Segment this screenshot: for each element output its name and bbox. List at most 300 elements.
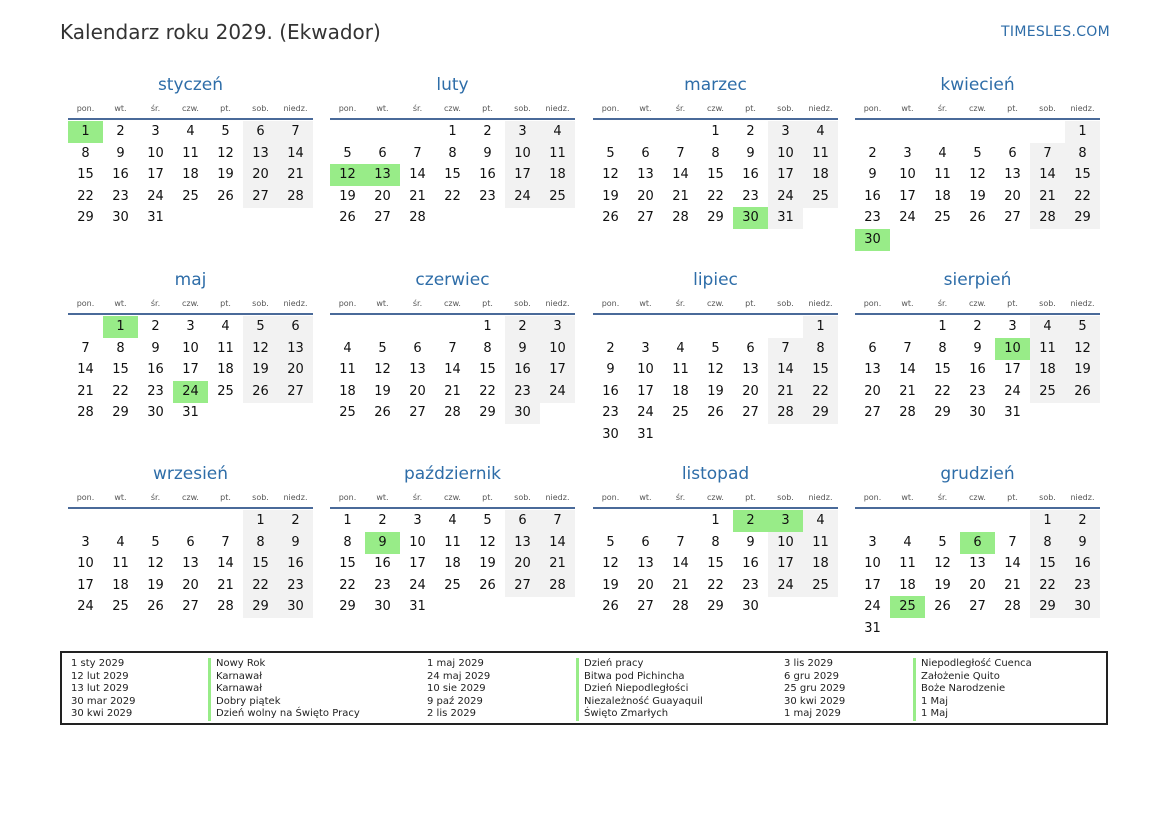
day-cell: 6 [186, 534, 195, 550]
weekday-label: czw. [444, 104, 461, 113]
day-cell: 23 [602, 405, 619, 421]
day-cell: 20 [182, 577, 199, 593]
day-cell: 16 [742, 167, 759, 183]
day-cell: 23 [112, 188, 129, 204]
weekday-header [855, 297, 1100, 315]
day-cell: 30 [147, 405, 164, 421]
weekday-label: sob. [1039, 104, 1056, 113]
day-cell: 14 [672, 556, 689, 572]
day-cell: 10 [637, 362, 654, 378]
holiday-date: 13 lut 2029 [71, 683, 129, 694]
weekday-label: sob. [252, 299, 269, 308]
holiday-list [60, 651, 1108, 725]
weekday-label: pt. [220, 493, 231, 502]
day-cell: 21 [768, 381, 803, 403]
weekday-header [330, 491, 575, 509]
holiday-day-cell: 1 [103, 316, 138, 338]
day-cell: 2 [116, 124, 125, 139]
months-grid [68, 74, 1102, 654]
day-cell: 15 [707, 167, 724, 183]
day-cell: 24 [637, 405, 654, 421]
day-cell: 10 [768, 532, 803, 554]
holiday-names-column [208, 658, 360, 721]
day-cell: 16 [742, 556, 759, 572]
day-cell: 17 [899, 188, 916, 204]
holiday-day-cell: 3 [768, 510, 803, 532]
day-cell: 12 [243, 338, 278, 360]
day-cell: 4 [938, 145, 947, 161]
weekday-header [855, 491, 1100, 509]
day-cell: 19 [1065, 359, 1100, 381]
day-cell: 30 [602, 427, 619, 442]
day-cell: 1 [448, 124, 457, 139]
day-cell: 25 [803, 575, 838, 597]
day-cell: 23 [742, 188, 759, 204]
day-cell: 23 [479, 188, 496, 204]
day-cell: 29 [934, 405, 951, 421]
holiday-date: 1 maj 2029 [427, 658, 484, 669]
day-cell: 4 [540, 121, 575, 143]
day-cell: 10 [147, 145, 164, 161]
holiday-name: Dzień wolny na Święto Pracy [216, 708, 360, 719]
weekday-label: śr. [675, 299, 686, 308]
day-cell: 16 [864, 188, 881, 204]
day-cell: 15 [243, 553, 278, 575]
day-cell: 12 [479, 534, 496, 550]
day-cell: 16 [147, 362, 164, 378]
weekday-label: sob. [777, 299, 794, 308]
holiday-date: 24 maj 2029 [427, 670, 491, 682]
day-cell: 16 [112, 167, 129, 183]
day-cell: 23 [147, 383, 164, 399]
weekday-label: sob. [252, 104, 269, 113]
day-cell: 28 [278, 186, 313, 208]
day-cell: 24 [77, 599, 94, 615]
day-cell: 10 [182, 340, 199, 356]
day-cell: 19 [339, 188, 356, 204]
day-cell: 3 [505, 121, 540, 143]
day-cell: 7 [81, 340, 90, 356]
day-cell: 30 [112, 210, 129, 226]
holiday-day-cell: 13 [365, 164, 400, 186]
weekday-label: wt. [114, 104, 127, 113]
holiday-date: 30 mar 2029 [71, 695, 136, 707]
day-cell: 13 [637, 167, 654, 183]
weekday-label: czw. [707, 104, 724, 113]
day-cell: 10 [864, 556, 881, 572]
day-cell: 12 [1065, 338, 1100, 360]
day-cell: 12 [969, 167, 986, 183]
holiday-date: 30 kwi 2029 [784, 695, 846, 707]
day-cell: 24 [864, 599, 881, 615]
day-cell: 16 [374, 556, 391, 572]
day-cell: 24 [899, 210, 916, 226]
day-cell: 26 [217, 188, 234, 204]
day-cell: 20 [969, 577, 986, 593]
day-cell: 22 [934, 383, 951, 399]
day-cell: 28 [77, 405, 94, 421]
day-cell: 22 [1030, 575, 1065, 597]
day-cell: 12 [217, 145, 234, 161]
day-cell: 11 [540, 143, 575, 165]
day-cell: 13 [637, 556, 654, 572]
holiday-name: Karnawał [216, 670, 263, 682]
day-cell: 5 [938, 534, 947, 550]
day-cell: 12 [602, 167, 619, 183]
day-cell: 26 [243, 381, 278, 403]
day-cell: 17 [147, 167, 164, 183]
weekday-label: śr. [412, 299, 423, 308]
holiday-date: 12 lut 2029 [71, 670, 129, 682]
day-cell: 4 [803, 510, 838, 532]
day-cell: 9 [483, 145, 492, 161]
day-cell: 20 [505, 553, 540, 575]
day-cell: 7 [448, 340, 457, 356]
day-cell: 9 [116, 145, 125, 161]
day-cell: 22 [1065, 186, 1100, 208]
day-cell: 21 [278, 164, 313, 186]
holiday-name: Niezależność Guayaquil [584, 695, 703, 707]
weekday-label: sob. [252, 493, 269, 502]
day-cell: 13 [742, 362, 759, 378]
month-title: styczeń [157, 75, 224, 95]
day-cell: 31 [864, 621, 881, 636]
day-cell: 30 [278, 596, 313, 618]
day-cell: 26 [479, 577, 496, 593]
month-8 [855, 269, 1100, 449]
weekday-label: pt. [220, 299, 231, 308]
day-cell: 20 [278, 359, 313, 381]
day-cell: 29 [243, 596, 278, 618]
day-cell: 15 [112, 362, 129, 378]
weekday-label: niedz. [808, 493, 833, 502]
day-cell: 10 [768, 143, 803, 165]
day-cell: 27 [243, 186, 278, 208]
month-title: maj [174, 270, 207, 290]
holiday-day-cell: 30 [733, 207, 768, 229]
day-cell: 5 [243, 316, 278, 338]
month-title: październik [403, 464, 502, 484]
holiday-name: Dobry piątek [216, 695, 281, 707]
weekday-label: śr. [150, 493, 161, 502]
day-cell: 16 [602, 383, 619, 399]
weekday-label: sob. [1039, 493, 1056, 502]
month-11 [593, 463, 838, 643]
day-cell: 18 [803, 164, 838, 186]
day-cell: 15 [707, 556, 724, 572]
month-title: czerwiec [415, 270, 490, 290]
day-cell: 27 [278, 381, 313, 403]
day-cell: 13 [243, 143, 278, 165]
day-cell: 8 [448, 145, 457, 161]
day-cell: 22 [243, 575, 278, 597]
day-cell: 2 [505, 316, 540, 338]
day-cell: 29 [707, 210, 724, 226]
day-cell: 31 [182, 405, 199, 421]
weekday-label: pt. [745, 299, 756, 308]
day-cell: 28 [1030, 207, 1065, 229]
day-cell: 19 [479, 556, 496, 572]
day-cell: 6 [243, 121, 278, 143]
holiday-day-cell: 24 [173, 381, 208, 403]
weekday-header [330, 102, 575, 120]
holiday-dates-column [427, 658, 490, 721]
day-cell: 22 [339, 577, 356, 593]
day-cell: 3 [186, 319, 195, 334]
weekday-label: pon. [338, 299, 357, 308]
day-cell: 17 [1004, 362, 1021, 378]
day-cell: 29 [1065, 207, 1100, 229]
day-cell: 8 [803, 338, 838, 360]
day-cell: 9 [505, 338, 540, 360]
day-cell: 18 [217, 362, 234, 378]
day-cell: 4 [803, 121, 838, 143]
holiday-date: 25 gru 2029 [784, 683, 846, 694]
day-cell: 30 [969, 405, 986, 421]
weekday-label: czw. [969, 493, 986, 502]
weekday-label: pt. [1007, 493, 1018, 502]
holiday-day-cell: 10 [995, 338, 1030, 360]
holiday-date: 3 lis 2029 [784, 658, 833, 669]
holiday-name: Nowy Rok [216, 658, 266, 669]
holiday-name: Niepodległość Cuenca [921, 658, 1032, 669]
day-cell: 22 [803, 381, 838, 403]
day-cell: 10 [899, 167, 916, 183]
day-cell: 29 [1030, 596, 1065, 618]
day-cell: 15 [479, 362, 496, 378]
day-cell: 11 [444, 534, 461, 550]
weekday-label: pon. [338, 493, 357, 502]
month-title: kwiecień [940, 75, 1015, 95]
day-cell: 30 [742, 599, 759, 615]
day-cell: 4 [116, 534, 125, 550]
day-cell: 16 [278, 553, 313, 575]
day-cell: 18 [112, 577, 129, 593]
day-cell: 9 [606, 362, 615, 378]
day-cell: 4 [676, 340, 685, 356]
day-cell: 8 [1065, 143, 1100, 165]
day-cell: 26 [934, 599, 951, 615]
day-cell: 20 [243, 164, 278, 186]
day-cell: 26 [339, 210, 356, 226]
day-cell: 28 [540, 575, 575, 597]
weekday-label: czw. [444, 493, 461, 502]
month-title: lipiec [693, 270, 738, 290]
month-title: marzec [684, 75, 747, 95]
day-cell: 22 [707, 577, 724, 593]
day-cell: 9 [868, 167, 877, 183]
day-cell: 8 [343, 534, 352, 550]
weekday-label: niedz. [1070, 493, 1095, 502]
day-cell: 19 [602, 577, 619, 593]
weekday-label: niedz. [1070, 104, 1095, 113]
day-cell: 25 [182, 188, 199, 204]
holiday-day-cell: 9 [365, 532, 400, 554]
weekday-label: wt. [376, 493, 389, 502]
day-cell: 3 [1008, 319, 1017, 334]
weekday-label: wt. [639, 493, 652, 502]
day-cell: 28 [899, 405, 916, 421]
weekday-header [593, 102, 838, 120]
day-cell: 25 [803, 186, 838, 208]
weekday-label: pon. [863, 493, 882, 502]
day-cell: 5 [1065, 316, 1100, 338]
day-cell: 18 [803, 553, 838, 575]
day-cell: 7 [221, 534, 230, 550]
weekday-label: niedz. [1070, 299, 1095, 308]
weekday-label: wt. [901, 299, 914, 308]
day-cell: 19 [969, 188, 986, 204]
day-cell: 8 [483, 340, 492, 356]
day-cell: 5 [221, 124, 230, 139]
day-cell: 28 [217, 599, 234, 615]
day-cell: 21 [77, 383, 94, 399]
day-cell: 22 [112, 383, 129, 399]
day-cell: 31 [1004, 405, 1021, 421]
day-cell: 17 [768, 164, 803, 186]
day-cell: 19 [217, 167, 234, 183]
weekday-label: pt. [482, 493, 493, 502]
weekday-header [855, 102, 1100, 120]
day-cell: 14 [540, 532, 575, 554]
day-cell: 6 [746, 340, 755, 356]
weekday-label: niedz. [283, 493, 308, 502]
day-cell: 18 [934, 188, 951, 204]
day-cell: 9 [746, 145, 755, 161]
day-cell: 5 [151, 534, 160, 550]
day-cell: 6 [868, 340, 877, 356]
holiday-date: 6 gru 2029 [784, 670, 839, 682]
day-cell: 9 [1065, 532, 1100, 554]
day-cell: 27 [864, 405, 881, 421]
holiday-name: Bitwa pod Pichincha [584, 670, 685, 682]
holiday-date: 2 lis 2029 [427, 708, 476, 719]
day-cell: 25 [672, 405, 689, 421]
day-cell: 18 [339, 383, 356, 399]
day-cell: 24 [768, 575, 803, 597]
day-cell: 17 [768, 553, 803, 575]
weekday-header [330, 297, 575, 315]
day-cell: 17 [540, 359, 575, 381]
day-cell: 14 [77, 362, 94, 378]
day-cell: 15 [1065, 164, 1100, 186]
day-cell: 6 [278, 316, 313, 338]
day-cell: 28 [672, 210, 689, 226]
day-cell: 7 [413, 145, 422, 161]
day-cell: 2 [606, 340, 615, 356]
day-cell: 6 [413, 340, 422, 356]
weekday-label: czw. [969, 104, 986, 113]
month-title: wrzesień [152, 464, 229, 484]
holiday-day-cell: 30 [855, 229, 890, 251]
weekday-label: wt. [901, 104, 914, 113]
day-cell: 14 [899, 362, 916, 378]
day-cell: 10 [77, 556, 94, 572]
day-cell: 7 [540, 510, 575, 532]
day-cell: 24 [768, 186, 803, 208]
day-cell: 6 [1008, 145, 1017, 161]
holiday-name: Boże Narodzenie [921, 683, 1006, 694]
day-cell: 30 [374, 599, 391, 615]
day-cell: 21 [409, 188, 426, 204]
day-cell: 14 [444, 362, 461, 378]
day-cell: 11 [339, 362, 356, 378]
weekday-label: wt. [639, 299, 652, 308]
day-cell: 31 [637, 427, 654, 442]
weekday-label: pt. [745, 493, 756, 502]
weekday-label: śr. [937, 104, 948, 113]
day-cell: 11 [182, 145, 199, 161]
weekday-label: śr. [675, 104, 686, 113]
day-cell: 8 [1030, 532, 1065, 554]
day-cell: 8 [938, 340, 947, 356]
weekday-header [68, 297, 313, 315]
weekday-label: pon. [338, 104, 357, 113]
weekday-label: pon. [601, 299, 620, 308]
day-cell: 6 [378, 145, 387, 161]
holiday-day-cell: 25 [890, 596, 925, 618]
month-12 [855, 463, 1100, 643]
day-cell: 5 [973, 145, 982, 161]
day-cell: 28 [768, 402, 803, 424]
day-cell: 21 [672, 188, 689, 204]
day-cell: 8 [711, 145, 720, 161]
weekday-label: sob. [777, 104, 794, 113]
day-cell: 25 [934, 210, 951, 226]
day-cell: 25 [540, 186, 575, 208]
day-cell: 21 [672, 577, 689, 593]
weekday-label: śr. [412, 493, 423, 502]
holiday-date: 1 maj 2029 [784, 708, 841, 719]
weekday-label: pon. [601, 104, 620, 113]
weekday-label: pon. [76, 299, 95, 308]
day-cell: 17 [77, 577, 94, 593]
weekday-label: pt. [1007, 104, 1018, 113]
day-cell: 18 [444, 556, 461, 572]
day-cell: 27 [742, 405, 759, 421]
day-cell: 7 [903, 340, 912, 356]
site-link[interactable]: TIMESLES.COM [1001, 24, 1110, 40]
weekday-label: czw. [182, 104, 199, 113]
day-cell: 28 [444, 405, 461, 421]
day-cell: 4 [186, 124, 195, 139]
holiday-date: 9 paź 2029 [427, 695, 483, 707]
day-cell: 8 [116, 340, 125, 356]
day-cell: 25 [217, 383, 234, 399]
day-cell: 11 [934, 167, 951, 183]
weekday-label: śr. [937, 299, 948, 308]
weekday-header [593, 297, 838, 315]
day-cell: 1 [711, 124, 720, 139]
day-cell: 21 [1030, 186, 1065, 208]
month-9 [68, 463, 313, 643]
holiday-date: 1 sty 2029 [71, 658, 125, 669]
day-cell: 26 [374, 405, 391, 421]
day-cell: 3 [81, 534, 90, 550]
weekday-label: czw. [969, 299, 986, 308]
day-cell: 22 [444, 188, 461, 204]
day-cell: 25 [339, 405, 356, 421]
weekday-label: czw. [182, 493, 199, 502]
day-cell: 31 [409, 599, 426, 615]
day-cell: 5 [606, 534, 615, 550]
month-3 [593, 74, 838, 254]
day-cell: 17 [505, 164, 540, 186]
weekday-label: pt. [745, 104, 756, 113]
weekday-label: pt. [482, 299, 493, 308]
day-cell: 16 [969, 362, 986, 378]
day-cell: 19 [602, 188, 619, 204]
